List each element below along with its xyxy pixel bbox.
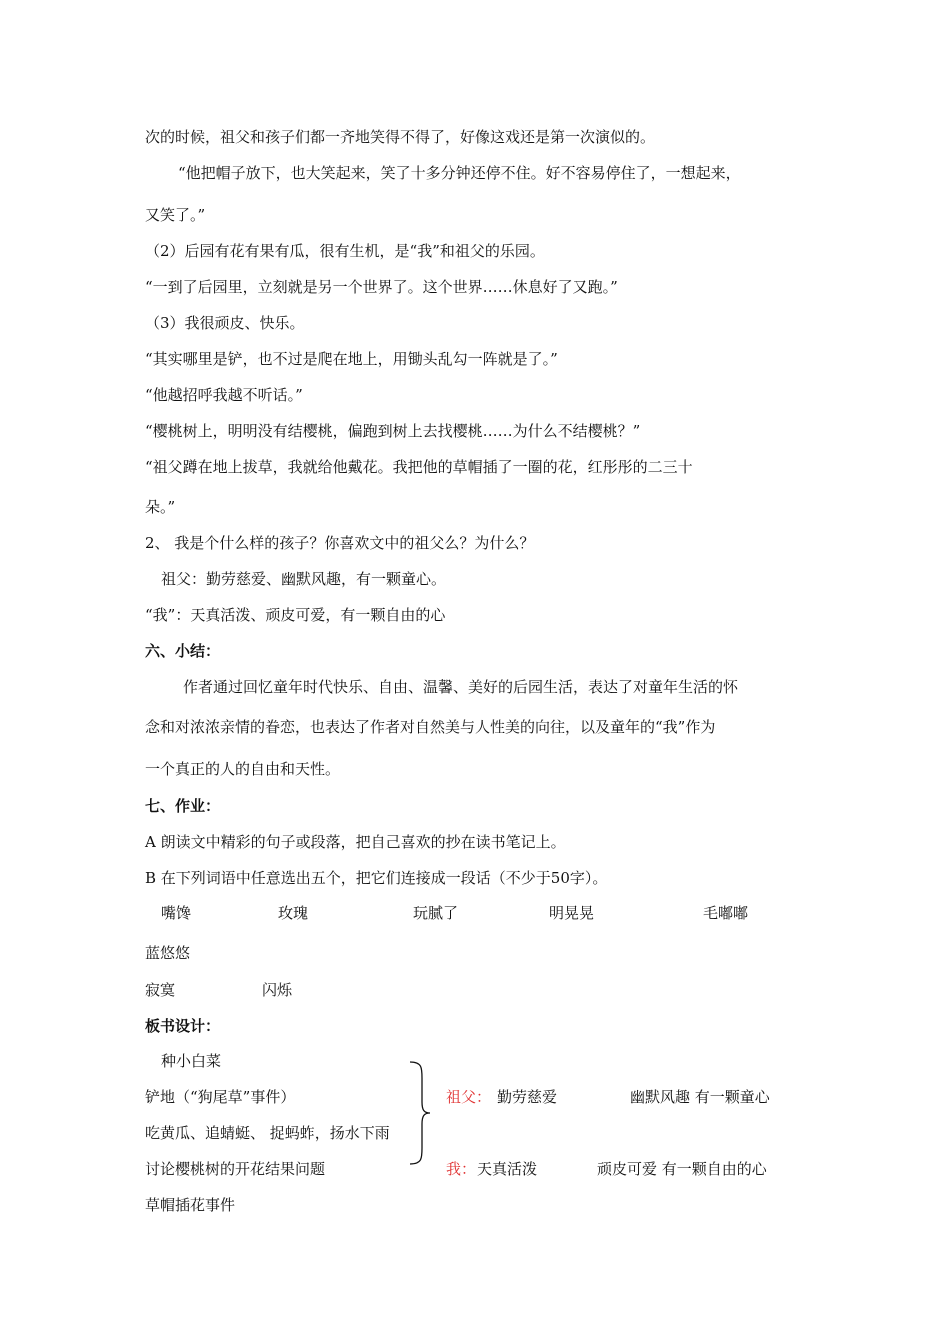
word-item: 玩腻了 <box>413 904 459 922</box>
word-item: 嘴馋 <box>161 904 192 922</box>
word-item: 玫瑰 <box>278 904 309 922</box>
word-item: 明晃晃 <box>549 904 595 922</box>
board-me-label: 我： <box>446 1160 477 1178</box>
answer-me: “我”：天真活泼、顽皮可爱，有一颗自由的心 <box>145 606 446 624</box>
homework-heading: 七、作业： <box>145 797 221 815</box>
question-2: 2、 我是个什么样的孩子？你喜欢文中的祖父么？为什么？ <box>145 534 535 552</box>
board-event: 讨论樱桃树的开花结果问题 <box>145 1160 326 1178</box>
answer-grandpa: 祖父：勤劳慈爱、幽默风趣，有一颗童心。 <box>161 570 447 588</box>
quote-flowers-line-1: “祖父蹲在地上拔草，我就给他戴花。我把他的草帽插了一圈的花，红彤彤的二三十 <box>145 458 693 476</box>
point-3-naughty: （3）我很顽皮、快乐。 <box>145 314 305 332</box>
paragraph-1: 次的时候，祖父和孩子们都一齐地笑得不得了，好像这戏还是第一次演似的。 <box>145 128 656 146</box>
homework-b: B 在下列词语中任意选出五个，把它们连接成一段话（不少于50字）。 <box>145 869 608 887</box>
board-me-trait-1: 天真活泼 <box>477 1160 538 1178</box>
board-grandpa-label: 祖父： <box>446 1088 492 1106</box>
word-item: 寂寞 <box>145 981 176 999</box>
quote-hat-line-2: 又笑了。” <box>145 206 206 224</box>
board-event: 种小白菜 <box>161 1052 222 1070</box>
board-grandpa-trait-1: 勤劳慈爱 <box>497 1088 558 1106</box>
quote-hat-line-1: “他把帽子放下，也大笑起来，笑了十多分钟还停不住。好不容易停住了，一想起来， <box>178 164 741 182</box>
board-event: 吃黄瓜、追蜻蜓、 捉蚂蚱，扬水下雨 <box>145 1124 390 1142</box>
word-item: 蓝悠悠 <box>145 944 191 962</box>
word-item: 闪烁 <box>262 981 293 999</box>
curly-brace-icon <box>404 1060 432 1166</box>
board-heading: 板书设计： <box>145 1017 221 1035</box>
quote-disobey: “他越招呼我越不听话。” <box>145 386 303 404</box>
summary-line-2: 念和对浓浓亲情的眷恋，也表达了作者对自然美与人性美的向往，以及童年的“我”作为 <box>145 718 716 736</box>
summary-line-1: 作者通过回忆童年时代快乐、自由、温馨、美好的后园生活，表达了对童年生活的怀 <box>183 678 739 696</box>
quote-hoe: “其实哪里是铲，也不过是爬在地上，用锄头乱勾一阵就是了。” <box>145 350 558 368</box>
summary-heading: 六、小结： <box>145 642 221 660</box>
quote-flowers-line-2: 朵。” <box>145 498 176 516</box>
point-2-garden: （2）后园有花有果有瓜，很有生机，是“我”和祖父的乐园。 <box>145 242 545 260</box>
quote-cherry: “樱桃树上，明明没有结樱桃，偏跑到树上去找樱桃……为什么不结樱桃？” <box>145 422 641 440</box>
summary-line-3: 一个真正的人的自由和天性。 <box>145 760 341 778</box>
word-item: 毛嘟嘟 <box>703 904 749 922</box>
board-me-trait-2: 顽皮可爱 有一颗自由的心 <box>597 1160 767 1178</box>
homework-a: A 朗读文中精彩的句子或段落，把自己喜欢的抄在读书笔记上。 <box>145 833 566 851</box>
board-event: 草帽插花事件 <box>145 1196 236 1214</box>
board-event: 铲地（“狗尾草”事件） <box>145 1088 296 1106</box>
quote-garden: “一到了后园里，立刻就是另一个世界了。这个世界……休息好了又跑。” <box>145 278 618 296</box>
board-grandpa-trait-2: 幽默风趣 有一颗童心 <box>630 1088 770 1106</box>
